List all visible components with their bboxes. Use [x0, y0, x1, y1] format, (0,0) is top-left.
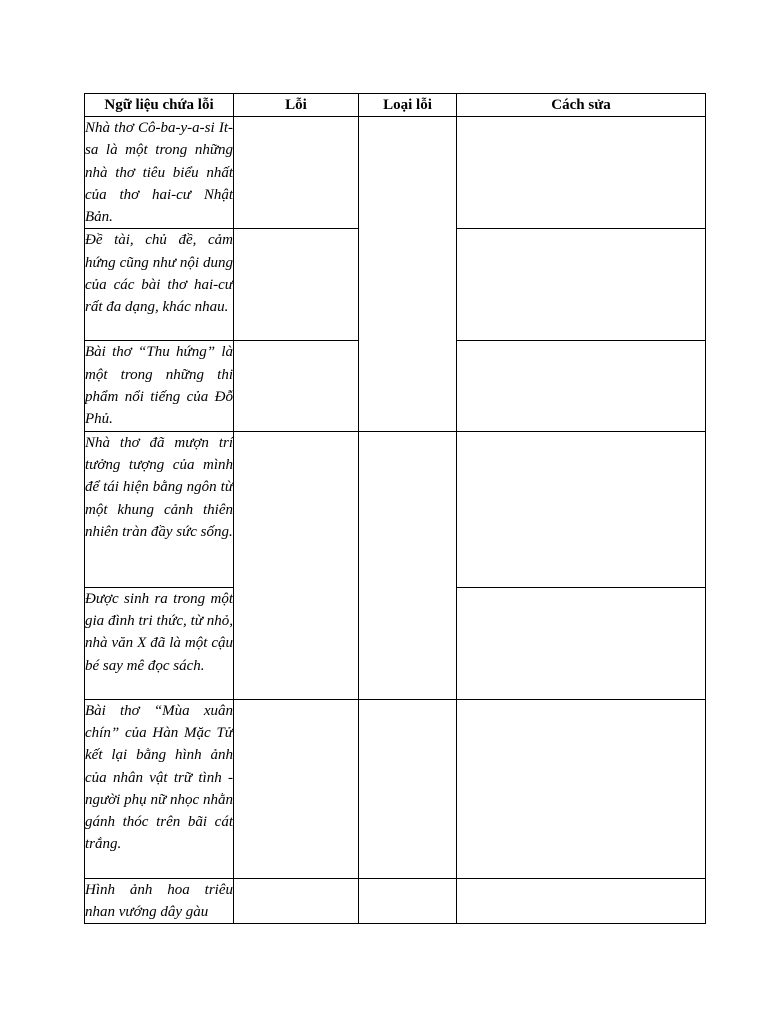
fix-cell[interactable] [457, 431, 706, 587]
header-error: Lỗi [234, 94, 359, 117]
table-row [85, 699, 706, 878]
fix-cell[interactable] [457, 229, 706, 341]
sample-text: Nhà thơ đã mượn trí tưởng tượng của mình để tái hiện bằng ngôn từ một khung cảnh thiên nhiên tràn đầy sức sống. [85, 434, 233, 540]
error-cell[interactable] [234, 117, 359, 229]
sample-cell [85, 431, 234, 587]
error-type-cell[interactable] [359, 699, 457, 878]
error-cell[interactable] [234, 341, 359, 431]
error-type-cell[interactable] [359, 878, 457, 924]
error-cell[interactable] [234, 878, 359, 924]
sample-cell [85, 341, 234, 431]
header-error-type: Loại lỗi [359, 94, 457, 117]
table-row [85, 431, 706, 587]
header-fix: Cách sửa [457, 94, 706, 117]
sample-cell [85, 878, 234, 924]
sample-cell [85, 229, 234, 341]
error-type-cell[interactable] [359, 431, 457, 699]
table-header-row [85, 94, 706, 117]
error-type-cell[interactable] [359, 117, 457, 432]
error-correction-table [84, 93, 706, 924]
error-cell[interactable] [234, 699, 359, 878]
error-cell[interactable] [234, 229, 359, 341]
fix-cell[interactable] [457, 117, 706, 229]
fix-cell[interactable] [457, 878, 706, 924]
fix-cell[interactable] [457, 587, 706, 699]
sample-text: Bài thơ “Mùa xuân chín” của Hàn Mặc Tử kết lại bằng hình ảnh của nhân vật trữ tình - người phụ nữ nhọc nhằn gánh thóc trên bãi cát trắng. [85, 702, 233, 853]
sample-cell [85, 699, 234, 878]
sample-text: Nhà thơ Cô-ba-y-a-si It-sa là một trong những nhà thơ tiêu biểu nhất của thơ hai-cư Nhật Bản. [85, 120, 233, 226]
table-row [85, 878, 706, 924]
error-cell[interactable] [234, 431, 359, 699]
fix-cell[interactable] [457, 341, 706, 431]
sample-cell [85, 117, 234, 229]
sample-text: Hình ảnh hoa triêu nhan vướng dây gàu [85, 881, 233, 920]
fix-cell[interactable] [457, 699, 706, 878]
sample-cell [85, 587, 234, 699]
header-sample: Ngữ liệu chứa lỗi [85, 94, 234, 117]
table-row [85, 117, 706, 229]
sample-text: Đề tài, chủ đề, cảm hứng cũng như nội dung của các bài thơ hai-cư rất đa dạng, khác nhau. [85, 232, 233, 316]
sample-text: Bài thơ “Thu hứng” là một trong những thi phẩm nổi tiếng của Đỗ Phủ. [85, 344, 233, 428]
sample-text: Được sinh ra trong một gia đình tri thức, từ nhỏ, nhà văn X đã là một cậu bé say mê đọc sách. [85, 590, 233, 674]
